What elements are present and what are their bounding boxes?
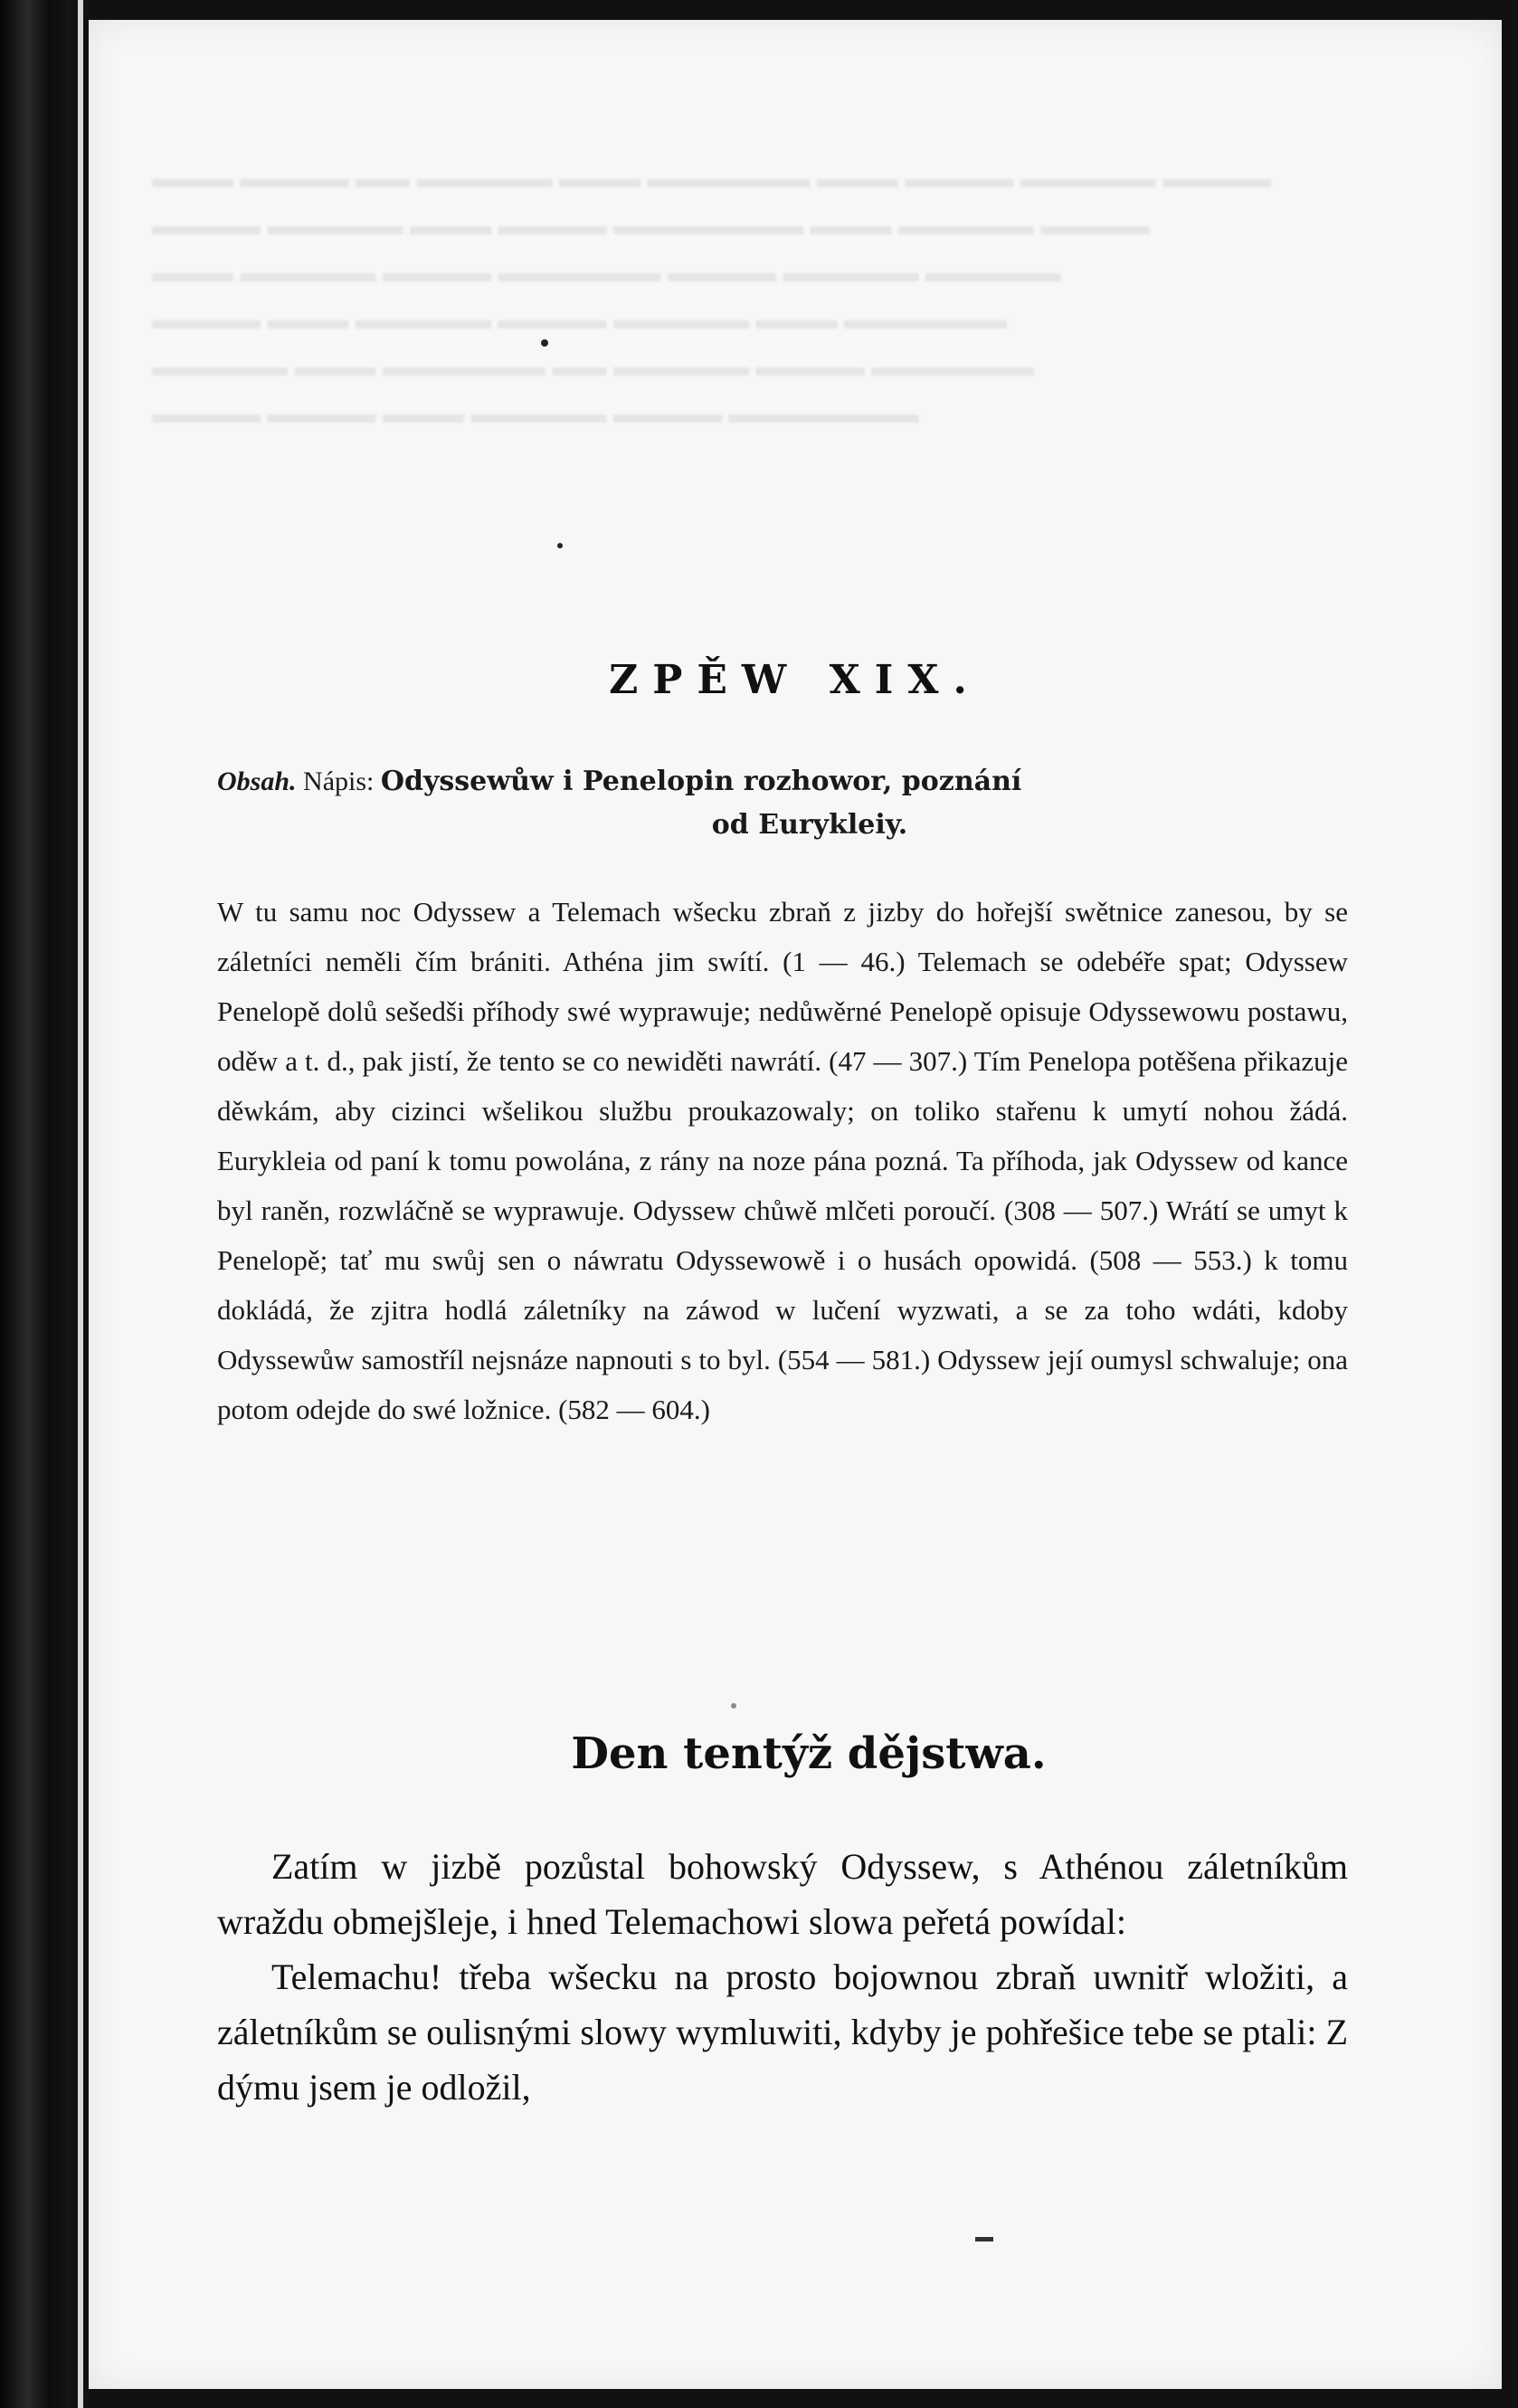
- inscription-line-1: Odyssewůw i Penelopin rozhowor, poznání: [380, 766, 1022, 797]
- page-edge: [78, 0, 83, 2408]
- inscription-line-2: od Eurykleiy.: [711, 809, 908, 841]
- book-page: [89, 20, 1502, 2389]
- page-mark: [975, 2237, 993, 2241]
- body-paragraph-1: Zatím w jizbě pozůstal bohowský Odyssew, s Athénou záletníkům wraždu obmejšleje, i hned Telemachowi slowa peřetá powídal:: [217, 1846, 1348, 1942]
- section-heading: Den tentýž dějstwa.: [571, 1728, 1047, 1779]
- body-text: [217, 1839, 1348, 2115]
- summary-heading: [217, 760, 1348, 847]
- ink-speck: [731, 1703, 736, 1708]
- summary-text: [217, 887, 1348, 1434]
- body-paragraph-2: Telemachu! třeba wšecku na prosto bojownou zbraň uwnitř wložiti, a záletníkům se oulisnými slowy wymluwiti, kdyby je pohřešice tebe se ptali: Z dýmu jsem je odložil,: [217, 1956, 1348, 2108]
- inscription-label: Nápis:: [303, 766, 375, 796]
- summary-paragraph: W tu samu noc Odyssew a Telemach wšecku zbraň z jizby do hořejší swětnice zanesou, by se záletníci neměli čím brániti. Athéna jim swítí. (1 — 46.) Telemach se odebéře spat; Odyssew Penelopě dolů sešedši příhody swé wyprawuje; nedůwěrné Penelopě opisuje Odyssewowu postawu, oděw a t. d., pak jistí, že tento se co newiděti nawrátí. (47 — 307.) Tím Penelopa potěšena přikazuje děwkám, aby cizinci wšelikou službu proukazowaly; on toliko stařenu k umytí nohou žádá. Eurykleia od paní k tomu powolána, z rány na noze pána pozná. Ta příhoda, jak Odyssew od kance byl raněn, rozwláčně se wyprawuje. Odyssew chůwě mlčeti poroučí. (308 — 507.) Wrátí se umyt k Penelopě; tať mu swůj sen o náwratu Odyssewowě i o husách opowidá. (508 — 553.) k tomu dokládá, že zjitra hodlá záletníky na záwod w lučení wyzwati, a se za toho wdáti, kdoby Odyssewůw samostříl nejsnáze napnouti s to byl. (554 — 581.) Odyssew její oumysl schwaluje; ona potom odejde do swé ložnice. (582 — 604.): [217, 896, 1348, 1425]
- canto-title: ZPĚW XIX.: [609, 657, 982, 703]
- summary-label: Obsah.: [217, 766, 297, 796]
- ink-speck: [541, 339, 548, 347]
- show-through-texture: ▬▬▬ ▬▬▬▬ ▬▬ ▬▬▬▬▬ ▬▬▬ ▬▬▬▬▬▬ ▬▬▬ ▬▬▬▬ ▬▬▬▬▬ ▬▬▬▬ ▬▬▬▬ ▬▬▬▬▬ ▬▬▬ ▬▬▬▬ ▬▬▬▬▬▬▬ ▬▬▬ ▬▬▬▬▬ ▬▬▬▬ ▬▬▬ ▬▬▬▬▬ ▬▬▬▬ ▬▬▬▬▬▬ ▬▬▬▬ ▬▬▬▬▬ ▬▬▬▬▬ ▬▬▬▬ ▬▬▬ ▬▬▬▬▬ ▬▬▬▬ ▬▬▬▬▬ ▬▬▬ ▬▬▬▬▬▬ ▬▬▬▬▬ ▬▬▬ ▬▬▬▬▬▬ ▬▬ ▬▬▬▬▬ ▬▬▬▬ ▬▬▬▬▬▬ ▬▬▬▬ ▬▬▬▬ ▬▬▬ ▬▬▬▬▬ ▬▬▬▬ ▬▬▬▬▬▬▬: [152, 164, 1272, 429]
- book-spine: [0, 0, 71, 2408]
- ink-speck: [557, 543, 563, 548]
